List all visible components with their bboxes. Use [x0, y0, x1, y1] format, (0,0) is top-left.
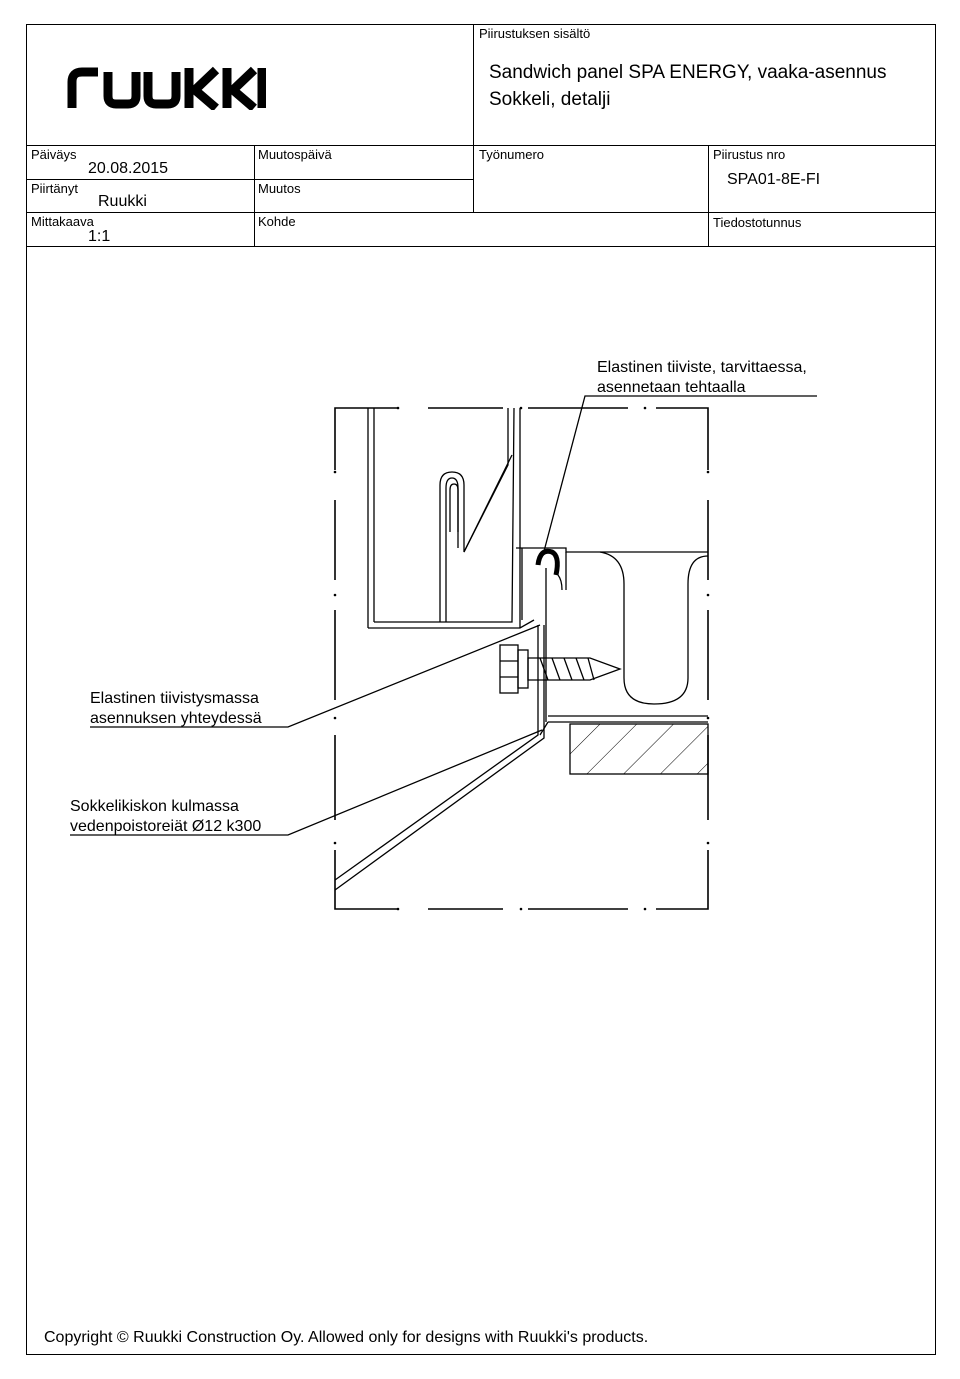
sealant-note-line1: Elastinen tiivistysmassa [90, 690, 259, 707]
seal [538, 551, 557, 575]
copyright-footer: Copyright © Ruukki Construction Oy. Allowed only for designs with Ruukki's products. [44, 1329, 649, 1346]
drain-note-line1: Sokkelikiskon kulmassa [70, 798, 239, 815]
object-label: Kohde [258, 214, 296, 229]
sealant-note-line2: asennuksen yhteydessä [90, 710, 262, 727]
date-value: 20.08.2015 [88, 160, 169, 177]
date-label: Päiväys [31, 147, 77, 162]
lower-panel [516, 548, 708, 722]
revision-date-label: Muutospäivä [258, 147, 332, 162]
seal-note-line1: Elastinen tiiviste, tarvittaessa, [597, 359, 807, 376]
concrete-hatch [570, 724, 708, 774]
drawing-number-value: SPA01-8E-FI [727, 171, 821, 188]
drawing-number-label: Piirustus nro [713, 147, 786, 162]
scale-label: Mittakaava [31, 214, 94, 229]
drawn-by-value: Ruukki [98, 193, 147, 210]
drawing-subtitle: Sokkeli, detalji [489, 89, 611, 110]
file-id-label: Tiedostotunnus [713, 215, 802, 230]
drain-note-line2: vedenpoistoreiät Ø12 k300 [70, 818, 262, 835]
upper-panel [368, 408, 534, 628]
screw [500, 645, 620, 693]
break-dots [334, 407, 710, 911]
contents-label: Piirustuksen sisältö [479, 26, 591, 41]
seal-note-line2: asennetaan tehtaalla [597, 379, 746, 396]
drawn-by-label: Piirtänyt [31, 181, 78, 196]
revision-label: Muutos [258, 181, 301, 196]
job-number-label: Työnumero [479, 147, 545, 162]
break-boundary [335, 408, 708, 909]
drawing-title: Sandwich panel SPA ENERGY, vaaka-asennus [489, 62, 887, 83]
scale-value: 1:1 [88, 228, 111, 245]
